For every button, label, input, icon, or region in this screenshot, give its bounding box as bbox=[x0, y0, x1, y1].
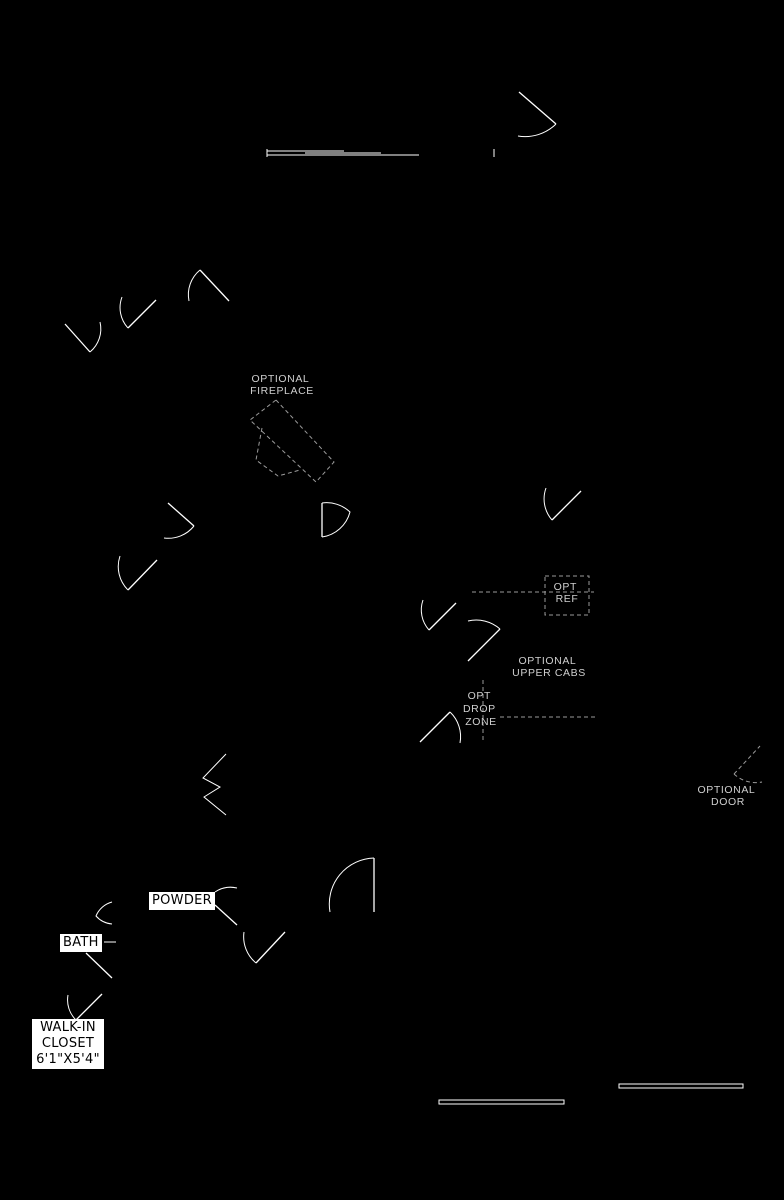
optional-door-label: OPTIONAL DOOR bbox=[697, 784, 755, 808]
optional-upper-cabs-label: OPTIONAL UPPER CABS bbox=[512, 655, 586, 679]
closet-dimensions: 6'1"X5'4" bbox=[36, 1052, 100, 1067]
door-swing bbox=[322, 503, 350, 537]
opt-ref-label: OPT REF bbox=[553, 581, 579, 605]
optional-door-outline bbox=[734, 746, 762, 783]
door-swing bbox=[518, 92, 556, 137]
optional-fireplace-label: OPTIONAL FIREPLACE bbox=[250, 373, 314, 397]
top-window bbox=[267, 149, 494, 157]
optional-fireplace-outline bbox=[250, 400, 334, 482]
door-swing bbox=[188, 270, 229, 301]
door-swing bbox=[244, 932, 285, 963]
door-swing bbox=[118, 556, 157, 590]
door-swing bbox=[421, 600, 456, 630]
bath-room-label: BATH bbox=[60, 934, 102, 952]
door-swing bbox=[215, 887, 237, 925]
folding-door bbox=[203, 754, 226, 815]
door-swing bbox=[120, 297, 156, 328]
door-swing bbox=[468, 620, 500, 661]
bottom-window bbox=[439, 1084, 743, 1104]
opt-drop-zone-label: OPT DROP ZONE bbox=[462, 690, 497, 728]
closet-name-line-2: CLOSET bbox=[41, 1036, 95, 1051]
door-swing bbox=[65, 322, 101, 352]
door-swing bbox=[329, 858, 374, 912]
door-swing bbox=[164, 503, 194, 538]
door-swing bbox=[544, 488, 581, 520]
optional-drop-zone-outline bbox=[483, 680, 596, 740]
door-swing bbox=[420, 712, 461, 743]
door-swing bbox=[86, 953, 112, 978]
door-swing bbox=[68, 994, 102, 1020]
powder-room-label: POWDER bbox=[149, 892, 215, 910]
closet-name-line-1: WALK-IN bbox=[40, 1020, 96, 1035]
walk-in-closet-label bbox=[32, 1019, 104, 1069]
